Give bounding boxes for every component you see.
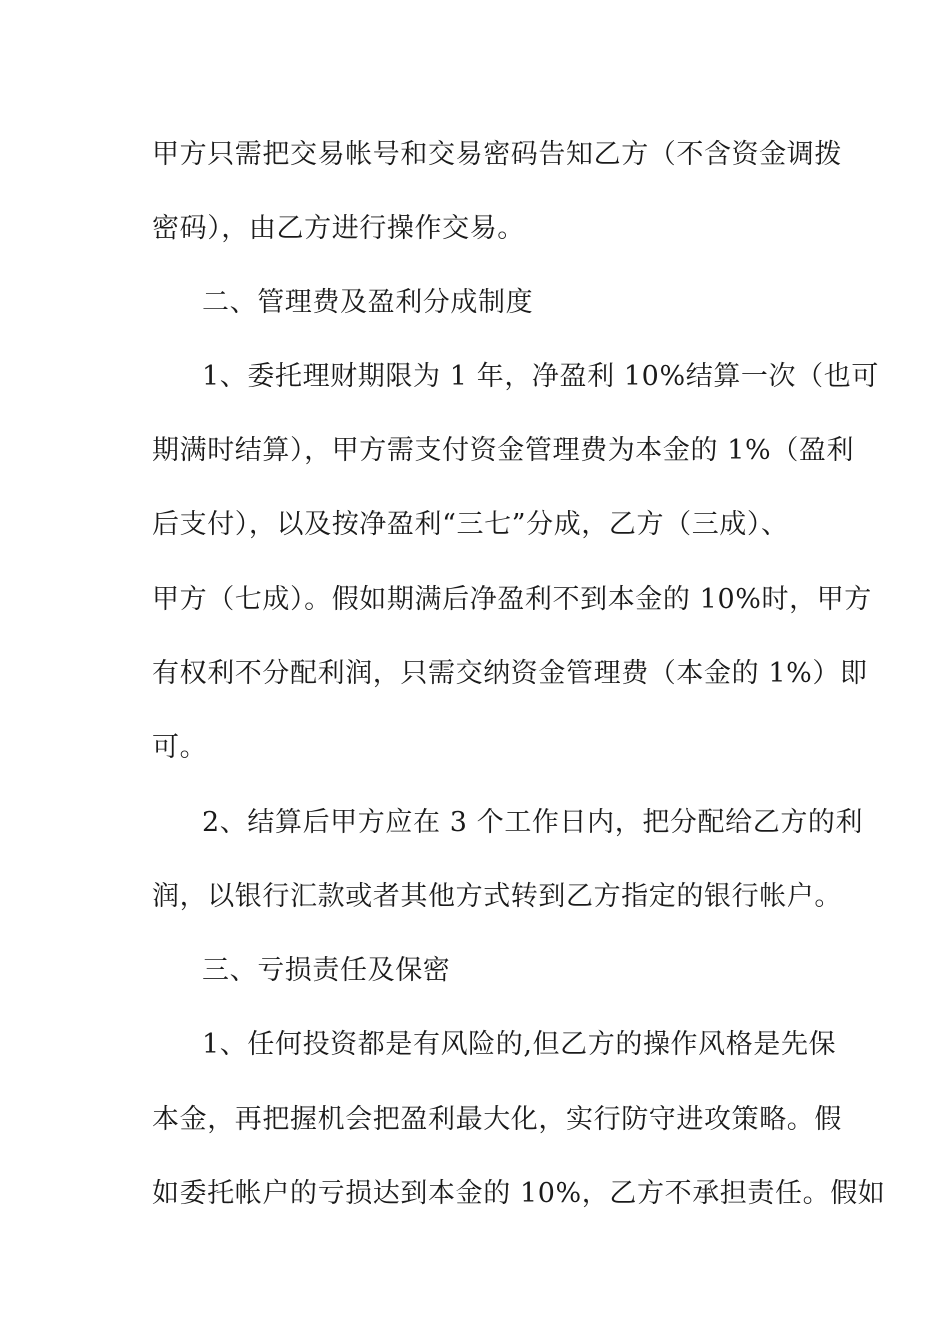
paragraph-line: 本金，再把握机会把盈利最大化，实行防守进攻策略。假 — [152, 1104, 842, 1135]
paragraph-line: 密码），由乙方进行操作交易。 — [152, 213, 525, 244]
paragraph-line: 如委托帐户的亏损达到本金的 10%，乙方不承担责任。假如 — [152, 1178, 886, 1209]
paragraph-line: 2、结算后甲方应在 3 个工作日内，把分配给乙方的利 — [202, 807, 864, 838]
paragraph-line: 1、委托理财期限为 1 年，净盈利 10%结算一次（也可 — [202, 361, 879, 392]
paragraph-line: 后支付），以及按净盈利“三七”分成，乙方（三成）、 — [152, 509, 789, 540]
section-heading: 二、管理费及盈利分成制度 — [202, 287, 534, 318]
paragraph-line: 1、任何投资都是有风险的,但乙方的操作风格是先保 — [202, 1029, 837, 1060]
paragraph-line: 甲方（七成）。假如期满后净盈利不到本金的 10%时，甲方 — [152, 584, 872, 615]
paragraph-line: 有权利不分配利润，只需交纳资金管理费（本金的 1%）即 — [152, 658, 868, 689]
paragraph-line: 期满时结算），甲方需支付资金管理费为本金的 1%（盈利 — [152, 435, 855, 466]
paragraph-line: 甲方只需把交易帐号和交易密码告知乙方（不含资金调拨 — [152, 139, 842, 170]
paragraph-line: 润，以银行汇款或者其他方式转到乙方指定的银行帐户。 — [152, 881, 842, 912]
section-heading: 三、亏损责任及保密 — [202, 955, 451, 986]
paragraph-line: 可。 — [152, 732, 208, 763]
